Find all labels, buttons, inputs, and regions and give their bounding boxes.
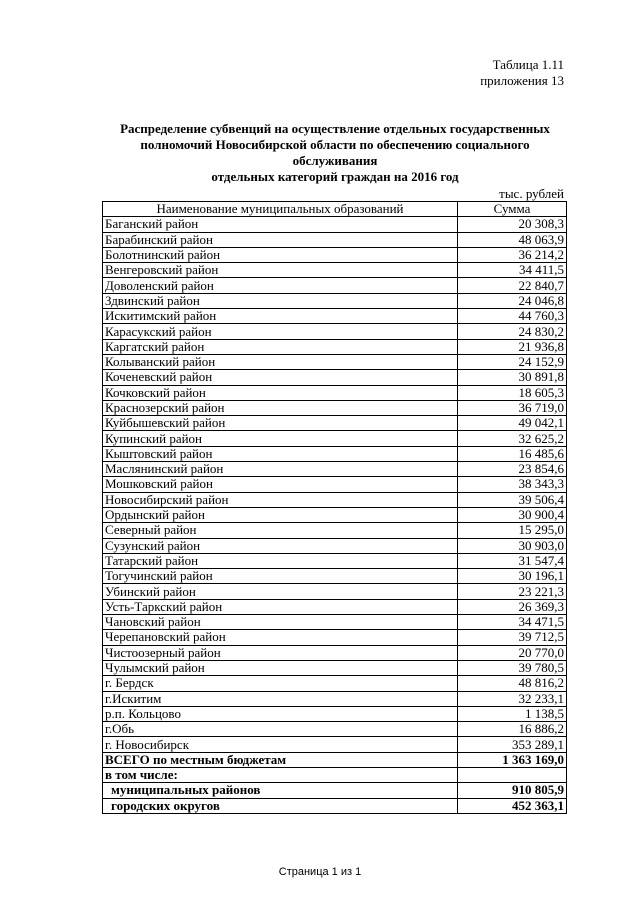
municipality-sum: 18 605,3 [458, 385, 567, 400]
municipality-sum: 30 900,4 [458, 507, 567, 522]
municipality-name: Сузунский район [103, 538, 458, 553]
municipality-sum: 353 289,1 [458, 737, 567, 752]
municipality-sum: 30 891,8 [458, 370, 567, 385]
city-districts-name: городских округов [103, 798, 458, 813]
municipal-districts-row [103, 783, 567, 798]
title-line-3: отдельных категорий граждан на 2016 год [211, 169, 459, 184]
municipality-name: Черепановский район [103, 630, 458, 645]
table-row [103, 309, 567, 324]
municipality-name: г. Бердск [103, 676, 458, 691]
municipality-sum: 49 042,1 [458, 416, 567, 431]
table-row [103, 676, 567, 691]
municipality-name: Мошковский район [103, 477, 458, 492]
municipality-sum: 23 854,6 [458, 462, 567, 477]
municipality-sum: 31 547,4 [458, 553, 567, 568]
municipality-name: Новосибирский район [103, 492, 458, 507]
table-row [103, 247, 567, 262]
municipality-name: Доволенский район [103, 278, 458, 293]
table-row [103, 645, 567, 660]
table-row [103, 706, 567, 721]
including-label: в том числе: [103, 767, 458, 782]
title-line-2: полномочий Новосибирской области по обеспечению социального обслуживания [140, 137, 530, 168]
table-row [103, 339, 567, 354]
municipality-sum: 24 046,8 [458, 293, 567, 308]
municipality-name: г.Искитим [103, 691, 458, 706]
municipality-name: Болотнинский район [103, 247, 458, 262]
municipality-name: Татарский район [103, 553, 458, 568]
municipality-name: Кочковский район [103, 385, 458, 400]
municipality-name: р.п. Кольцово [103, 706, 458, 721]
table-row [103, 278, 567, 293]
table-row [103, 446, 567, 461]
total-name: ВСЕГО по местным бюджетам [103, 752, 458, 767]
table-row [103, 691, 567, 706]
municipality-sum: 20 308,3 [458, 217, 567, 232]
municipality-sum: 44 760,3 [458, 309, 567, 324]
municipality-sum: 36 719,0 [458, 400, 567, 415]
municipality-sum: 21 936,8 [458, 339, 567, 354]
municipality-name: Венгеровский район [103, 263, 458, 278]
municipality-sum: 39 712,5 [458, 630, 567, 645]
municipality-name: Маслянинский район [103, 462, 458, 477]
municipality-sum: 34 411,5 [458, 263, 567, 278]
total-row [103, 752, 567, 767]
municipality-name: Баганский район [103, 217, 458, 232]
table-row [103, 569, 567, 584]
municipality-sum: 39 780,5 [458, 660, 567, 675]
municipality-sum: 34 471,5 [458, 615, 567, 630]
table-row [103, 232, 567, 247]
municipality-name: Северный район [103, 523, 458, 538]
including-sum [458, 767, 567, 782]
table-row [103, 477, 567, 492]
table-row [103, 507, 567, 522]
municipality-sum: 15 295,0 [458, 523, 567, 538]
municipal-districts-sum: 910 805,9 [458, 783, 567, 798]
municipality-name: Искитимский район [103, 309, 458, 324]
municipality-name: Карасукский район [103, 324, 458, 339]
municipality-sum: 24 830,2 [458, 324, 567, 339]
table-row [103, 615, 567, 630]
municipality-sum: 48 063,9 [458, 232, 567, 247]
municipality-sum: 30 903,0 [458, 538, 567, 553]
table-row [103, 660, 567, 675]
municipality-name: Чановский район [103, 615, 458, 630]
municipality-sum: 39 506,4 [458, 492, 567, 507]
title-line-1: Распределение субвенций на осуществление отдельных государственных [120, 121, 550, 136]
municipality-sum: 22 840,7 [458, 278, 567, 293]
municipality-sum: 1 138,5 [458, 706, 567, 721]
municipality-sum: 32 233,1 [458, 691, 567, 706]
including-row [103, 767, 567, 782]
table-row [103, 630, 567, 645]
table-row [103, 553, 567, 568]
municipality-name: Каргатский район [103, 339, 458, 354]
table-row [103, 722, 567, 737]
table-row [103, 492, 567, 507]
municipal-districts-name: муниципальных районов [103, 783, 458, 798]
table-row [103, 431, 567, 446]
municipality-name: Барабинский район [103, 232, 458, 247]
table-number: Таблица 1.11 [492, 57, 564, 72]
city-districts-sum: 452 363,1 [458, 798, 567, 813]
municipality-sum: 24 152,9 [458, 354, 567, 369]
table-row [103, 538, 567, 553]
municipality-name: Кыштовский район [103, 446, 458, 461]
municipality-sum: 30 196,1 [458, 569, 567, 584]
municipality-sum: 16 886,2 [458, 722, 567, 737]
municipality-sum: 48 816,2 [458, 676, 567, 691]
table-row [103, 354, 567, 369]
municipality-name: Куйбышевский район [103, 416, 458, 431]
table-row [103, 416, 567, 431]
table-row [103, 263, 567, 278]
municipality-name: г.Обь [103, 722, 458, 737]
table-row [103, 370, 567, 385]
municipality-name: Чулымский район [103, 660, 458, 675]
table-row [103, 293, 567, 308]
municipality-name: г. Новосибирск [103, 737, 458, 752]
table-row [103, 385, 567, 400]
municipality-name: Усть-Таркский район [103, 599, 458, 614]
appendix-number: приложения 13 [480, 73, 564, 88]
municipality-sum: 26 369,3 [458, 599, 567, 614]
municipality-name: Чистоозерный район [103, 645, 458, 660]
municipality-name: Купинский район [103, 431, 458, 446]
municipality-sum: 32 625,2 [458, 431, 567, 446]
municipality-name: Ордынский район [103, 507, 458, 522]
total-sum: 1 363 169,0 [458, 752, 567, 767]
municipality-sum: 20 770,0 [458, 645, 567, 660]
table-header-row [103, 202, 567, 217]
municipality-name: Тогучинский район [103, 569, 458, 584]
table-row [103, 523, 567, 538]
table-row [103, 324, 567, 339]
city-districts-row [103, 798, 567, 813]
table-row [103, 599, 567, 614]
municipality-name: Здвинский район [103, 293, 458, 308]
document-title [100, 121, 570, 185]
municipality-sum: 16 485,6 [458, 446, 567, 461]
municipality-name: Краснозерский район [103, 400, 458, 415]
column-header-sum: Сумма [458, 202, 567, 217]
municipality-sum: 38 343,3 [458, 477, 567, 492]
table-row [103, 462, 567, 477]
column-header-name: Наименование муниципальных образований [103, 202, 458, 217]
table-reference [480, 57, 564, 89]
table-row [103, 584, 567, 599]
municipality-name: Убинский район [103, 584, 458, 599]
page-footer: Страница 1 из 1 [278, 866, 362, 878]
municipality-sum: 36 214,2 [458, 247, 567, 262]
table-row [103, 737, 567, 752]
table-row [103, 400, 567, 415]
units-label: тыс. рублей [499, 186, 564, 201]
table-row [103, 217, 567, 232]
municipality-name: Коченевский район [103, 370, 458, 385]
municipality-sum: 23 221,3 [458, 584, 567, 599]
municipality-name: Колыванский район [103, 354, 458, 369]
subvention-table [102, 201, 567, 814]
